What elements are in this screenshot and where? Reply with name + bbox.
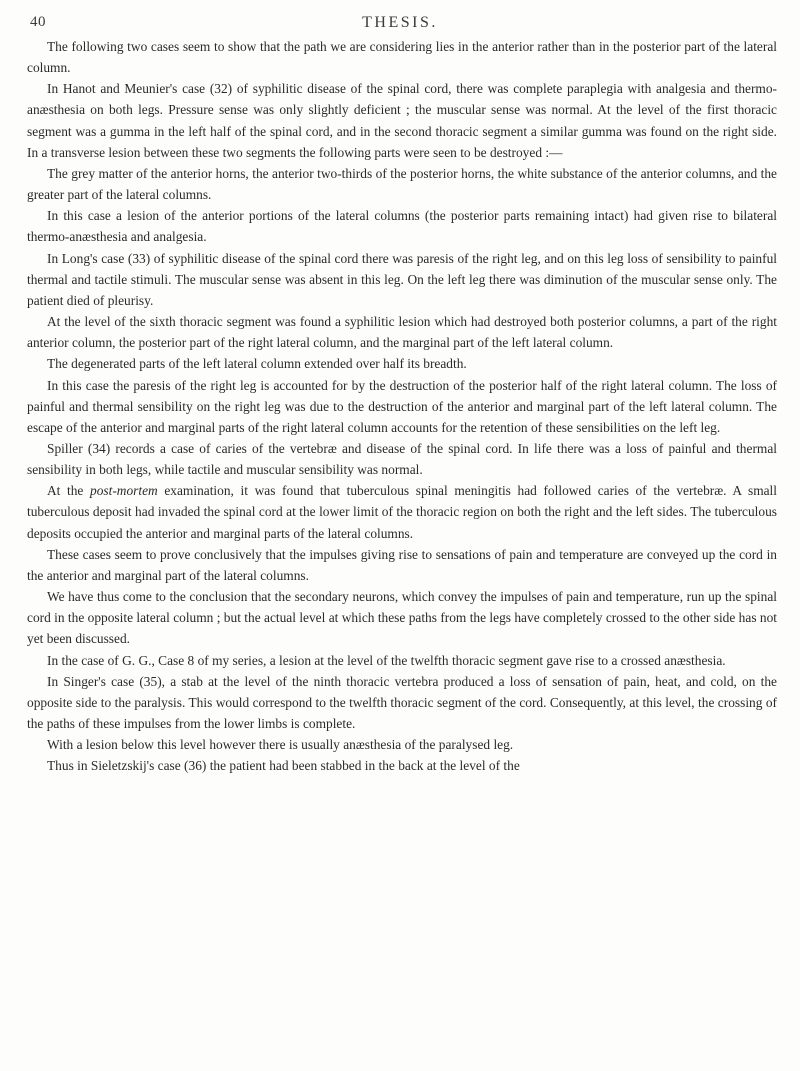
paragraph: In Singer's case (35), a stab at the level of the ninth thoracic vertebra produced a loss of sensation of pain, heat, and cold, on the opposite side to the paralysis. This would correspond to the twelfth thoracic segment of the cord. Consequently, at this level, the crossing of the paths of these impulses from the lower limbs is complete.: [27, 673, 777, 731]
paragraph: Thus in Sieletzskij's case (36) the patient had been stabbed in the back at the level of the: [47, 758, 520, 774]
paragraph: At the level of the sixth thoracic segment was found a syphilitic lesion which had destroyed both posterior columns, a part of the right anterior column, the posterior part of the right lateral column, and the marginal part of the left lateral column.: [27, 314, 777, 351]
paragraph: In Hanot and Meunier's case (32) of syphilitic disease of the spinal cord, there was complete paraplegia with analgesia and thermo-anæsthesia on both legs. Pressure sense was only slightly deficient ; the muscular sense was normal. At the level of the first thoracic segment was a gumma in the left half of the spinal cord, and in the second thoracic segment a similar gumma was found on the right side. In a transverse lesion between these two segments the following parts were seen to be destroyed :—: [27, 81, 777, 160]
body-text: [27, 36, 777, 776]
paragraph: The following two cases seem to show that the path we are considering lies in the anterior rather than in the posterior part of the lateral column.: [27, 39, 777, 76]
paragraph: With a lesion below this level however there is usually anæsthesia of the paralysed leg.: [47, 737, 514, 753]
paragraph: In this case a lesion of the anterior portions of the lateral columns (the posterior parts remaining intact) had given rise to bilateral thermo-anæsthesia and analgesia.: [27, 208, 777, 245]
paragraph: In Long's case (33) of syphilitic disease of the spinal cord there was paresis of the right leg, and on this leg loss of sensibility to painful thermal and tactile stimuli. The muscular sense was absent in this leg. On the left leg there was diminution of the muscular sense only. The patient died of pleurisy.: [27, 250, 777, 308]
running-head: THESIS.: [362, 14, 438, 31]
page-header: [28, 8, 772, 38]
paragraph: The grey matter of the anterior horns, the anterior two-thirds of the posterior horns, the white substance of the anterior columns, and the greater part of the lateral columns.: [27, 165, 777, 203]
paragraph: These cases seem to prove conclusively that the impulses giving rise to sensations of pain and temperature are conveyed up the cord in the anterior and marginal part of the lateral columns.: [27, 546, 777, 583]
paragraph: In the case of G. G., Case 8 of my series, a lesion at the level of the twelfth thoracic segment gave rise to a crossed anæsthesia.: [47, 652, 726, 668]
italic-term: post-mortem: [90, 483, 158, 499]
paragraph: [27, 480, 777, 543]
paragraph: Spiller (34) records a case of caries of the vertebræ and disease of the spinal cord. In life there was a loss of painful and thermal sensibility in both legs, while tactile and muscular sensibility was normal.: [27, 440, 777, 478]
paragraph-text: At the: [47, 483, 91, 499]
paragraph: In this case the paresis of the right leg is accounted for by the destruction of the posterior half of the right lateral column. The loss of painful and thermal sensibility on the right leg was due to the destruction of the anterior and marginal part of the left lateral column. The escape of the anterior and marginal parts of the right lateral column accounts for the retention of these sensibilities on the left leg.: [27, 377, 777, 435]
paragraph: The degenerated parts of the left lateral column extended over half its breadth.: [47, 356, 467, 372]
paragraph-text: examination, it was found that tuberculous spinal meningitis had followed caries of the vertebræ. A small tuberculous deposit had invaded the spinal cord at the lower limit of the thoracic region on both the right and the left sides. The tuberculous deposits occupied the anterior and marginal parts of the lateral columns.: [27, 483, 777, 541]
page-number: 40: [30, 14, 46, 30]
paragraph: We have thus come to the conclusion that the secondary neurons, which convey the impulses of pain and temperature, run up the spinal cord in the opposite lateral column ; but the actual level at which these paths from the legs have completely crossed to the other side has not yet been discussed.: [27, 589, 777, 647]
